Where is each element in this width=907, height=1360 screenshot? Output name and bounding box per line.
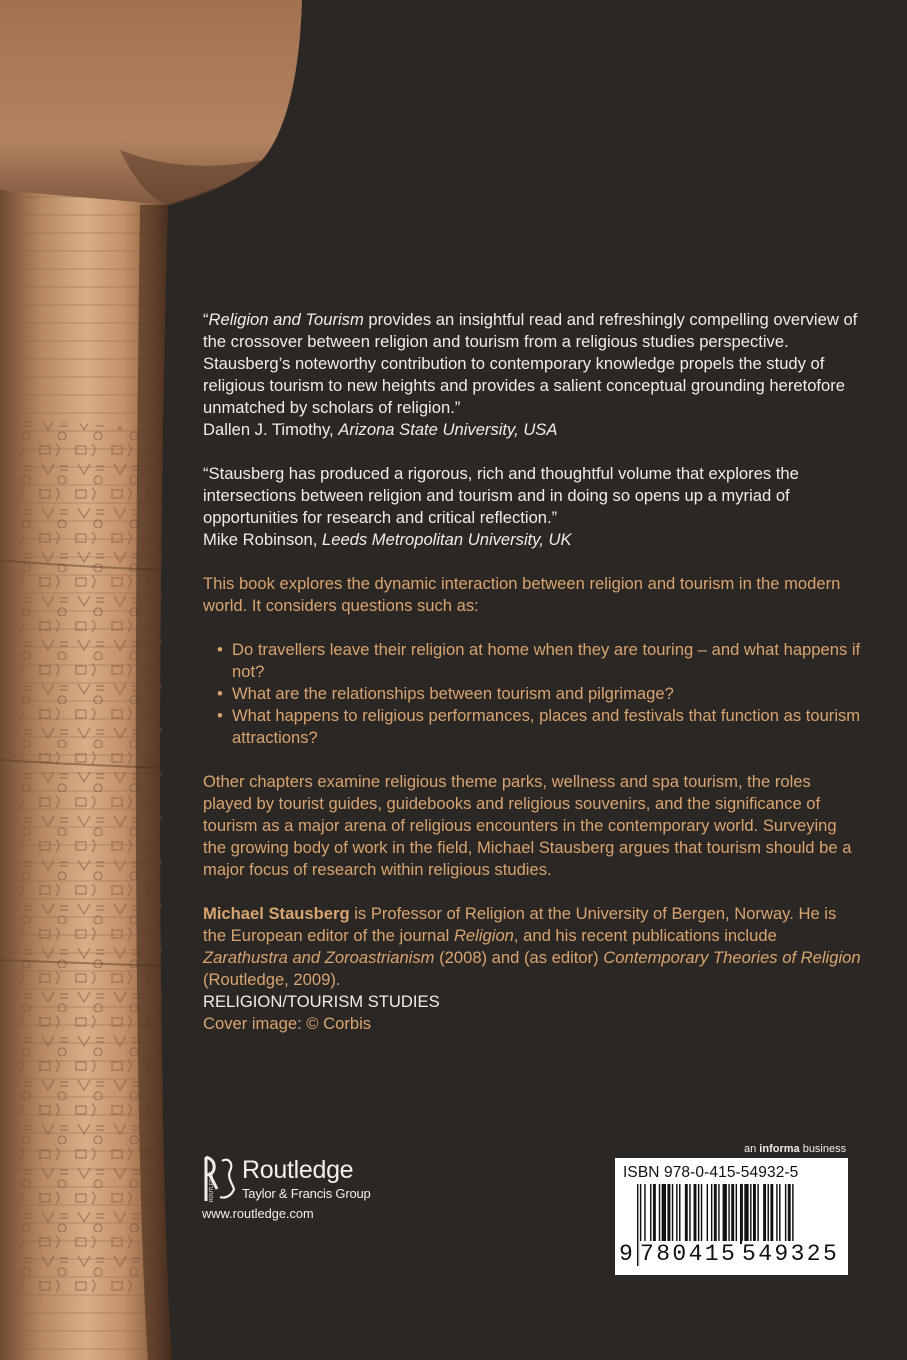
quote-text: provides an insightful read and refreshingly compelling overview of the crossover between religion and tourism from a religious studies perspective. Stausberg’s noteworthy contribution to contemporary knowledge propels the study of religious tourism to new heights and provides a salient conceptual grounding heretofore unmatched by scholars of religion.” [203,310,858,417]
isbn-number: ISBN 978-0-415-54932-5 [623,1164,799,1181]
quote-author: Dallen J. Timothy, [203,420,339,439]
subject-category: RELIGION/TOURISM STUDIES [203,992,440,1011]
ean-left-digits: 780415 [640,1241,738,1267]
cover-text [203,309,863,1035]
quote-affiliation: Leeds Metropolitan University, UK [321,530,572,549]
list-item: • What happens to religious performances, places and festivals that function as tourism attractions? [203,705,863,749]
book-title: Zarathustra and Zoroastrianism [203,948,435,967]
author-bio [203,903,863,991]
informa-prefix: an [744,1143,760,1155]
question-list [203,639,863,749]
bio-text: , and his recent publications include [513,926,777,945]
informa-suffix: business [799,1143,847,1155]
quote-open-mark: “ [203,310,209,329]
bio-text: (Routledge, 2009). [203,970,341,989]
quote-text: “Stausberg has produced a rigorous, rich and thoughtful volume that explores the intersections between religion and tourism and in doing so opens up a myriad of opportunities for research and critical reflection.” [203,464,799,527]
cover-credit: Cover image: © Corbis [203,1014,372,1033]
review-quote-1 [203,309,863,441]
quote-book-title: Religion and Tourism [208,310,364,329]
ean-right-digits: 549325 [742,1241,840,1267]
review-quote-2 [203,463,863,551]
bio-text: is Professor of Religion at the University of Bergen, Norway. He is the European editor of the journal [203,904,837,945]
list-item: • Do travellers leave their religion at home when they are touring – and what happens if not? [203,639,863,683]
book-intro: This book explores the dynamic interaction between religion and tourism in the modern world. It considers questions such as: [203,574,841,615]
informa-tagline [744,1143,846,1156]
quote-author: Mike Robinson, [203,530,322,549]
ean-lead-digit: 9 [619,1241,633,1267]
author-name: Michael Stausberg [203,904,350,923]
book-summary: Other chapters examine religious theme parks, wellness and spa tourism, the roles played by tourist guides, guidebooks and religious souvenirs, and the significance of tourism as a major arena of religious encounters in the contemporary world. Surveying the growing body of work in the field, Michael Stausberg argues that tourism should be a major focus of research within religious studies. [203,772,852,879]
publisher-group: Taylor & Francis Group [242,1186,371,1201]
svg-text:ROUTLEDGE: ROUTLEDGE [209,1170,215,1202]
book-title: Contemporary Theories of Religion [603,948,861,967]
publisher-url[interactable]: www.routledge.com [202,1206,314,1221]
list-item: • What are the relationships between tourism and pilgrimage? [203,683,863,705]
publisher-name: Routledge [242,1156,354,1184]
routledge-logo-icon [202,1155,236,1203]
barcode-panel [615,1158,848,1275]
informa-brand: informa [759,1143,800,1155]
quote-affiliation: Arizona State University, USA [338,420,558,439]
bio-text: (2008) and (as editor) [434,948,604,967]
journal-title: Religion [453,926,514,945]
